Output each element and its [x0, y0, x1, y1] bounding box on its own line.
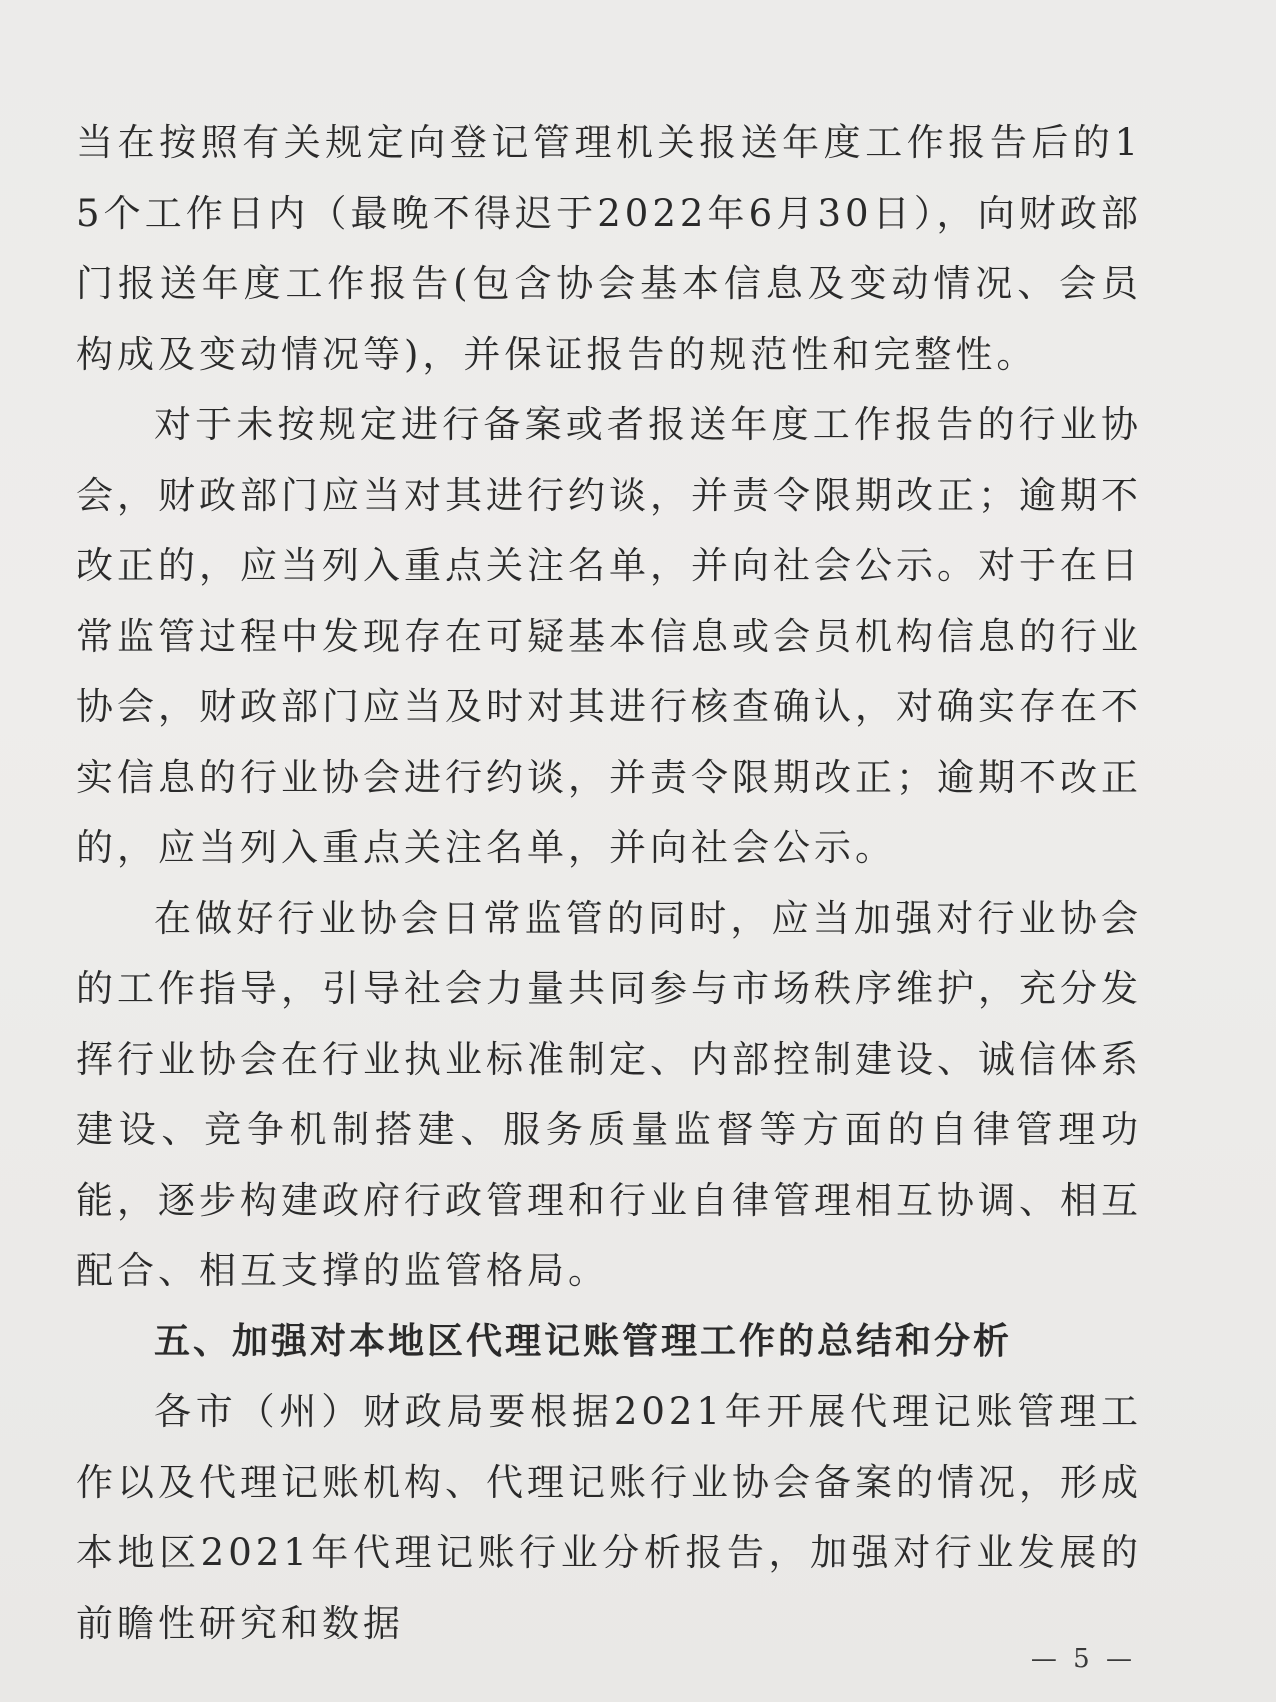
section-heading-five: 五、加强对本地区代理记账管理工作的总结和分析: [154, 1320, 1013, 1362]
paragraph-section-five: 各市（州）财政局要根据2021年开展代理记账管理工作以及代理记账机构、代理记账行业协会备案的情况，形成本地区2021年代理记账行业分析报告，加强对行业发展的前瞻性研究和数据: [76, 1390, 1142, 1645]
paragraph-continuation: 当在按照有关规定向登记管理机关报送年度工作报告后的15个工作日内（最晚不得迟于2022年6月30日），向财政部门报送年度工作报告(包含协会基本信息及变动情况、会员构成及变动情况等)，并保证报告的规范性和完整性。: [76, 121, 1142, 376]
paragraph-unregistered-associations: 对于未按规定进行备案或者报送年度工作报告的行业协会，财政部门应当对其进行约谈，并责令限期改正；逾期不改正的，应当列入重点关注名单，并向社会公示。对于在日常监管过程中发现存在可疑基本信息或会员机构信息的行业协会，财政部门应当及时对其进行核查确认，对确实存在不实信息的行业协会进行约谈，并责令限期改正；逾期不改正的，应当列入重点关注名单，并向社会公示。: [76, 403, 1142, 869]
page-number: — 5 —: [1030, 1644, 1136, 1674]
paragraph-work-guidance: 在做好行业协会日常监管的同时，应当加强对行业协会的工作指导，引导社会力量共同参与市场秩序维护，充分发挥行业协会在行业执业标准制定、内部控制建设、诚信体系建设、竞争机制搭建、服务质量监督等方面的自律管理功能，逐步构建政府行政管理和行业自律管理相互协调、相互配合、相互支撑的监管格局。: [76, 896, 1142, 1292]
document-body: [76, 108, 1142, 1659]
